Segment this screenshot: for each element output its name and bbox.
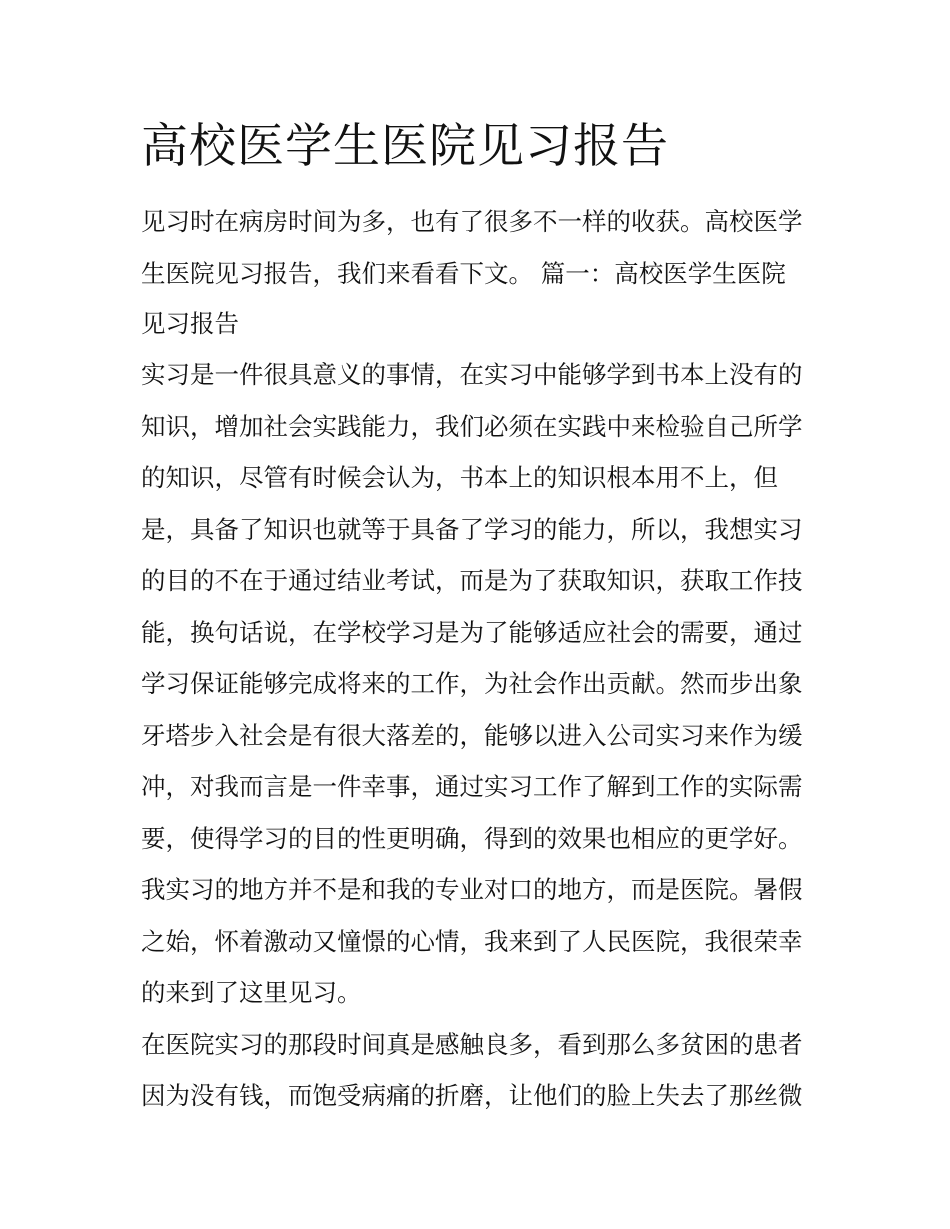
text-line-17: 在医院实习的那段时间真是感触良多，看到那么多贫困的患者 — [141, 1029, 803, 1059]
text-line-11: 牙塔步入社会是有很大落差的，能够以进入公司实习来作为缓 — [141, 720, 803, 750]
text-line-4: 实习是一件很具意义的事情，在实习中能够学到书本上没有的 — [141, 360, 803, 389]
document-body — [141, 196, 821, 1122]
text-line-9: 能，换句话说，在学校学习是为了能够适应社会的需要，通过 — [141, 617, 803, 647]
text-line-12: 冲，对我而言是一件幸事，通过实习工作了解到工作的实际需 — [141, 772, 803, 801]
text-line-7: 是，具备了知识也就等于具备了学习的能力，所以，我想实习 — [141, 514, 803, 544]
text-line-6: 的知识，尽管有时候会认为，书本上的知识根本用不上，但 — [141, 463, 778, 492]
text-line-15: 之始，怀着激动又憧憬的心情，我来到了人民医院，我很荣幸 — [141, 926, 803, 956]
document-title: 高校医学生医院见习报告 — [141, 119, 669, 174]
text-line-16: 的来到了这里见习。 — [141, 978, 362, 1007]
text-line-10: 学习保证能够完成将来的工作，为社会作出贡献。然而步出象 — [141, 669, 803, 698]
text-line-5: 知识，增加社会实践能力，我们必须在实践中来检验自己所学 — [141, 411, 803, 441]
text-line-1: 见习时在病房时间为多，也有了很多不一样的收获。高校医学 — [141, 207, 803, 236]
text-line-8: 的目的不在于通过结业考试，而是为了获取知识，获取工作技 — [141, 566, 803, 595]
text-line-3: 见习报告 — [141, 309, 239, 338]
text-line-13: 要，使得学习的目的性更明确，得到的效果也相应的更学好。 — [141, 823, 803, 853]
text-line-2: 生医院见习报告，我们来看看下文。 篇一：高校医学生医院 — [141, 258, 786, 288]
text-line-14: 我实习的地方并不是和我的专业对口的地方，而是医院。暑假 — [141, 875, 803, 904]
text-line-18: 因为没有钱，而饱受病痛的折磨，让他们的脸上失去了那丝微 — [141, 1081, 803, 1110]
